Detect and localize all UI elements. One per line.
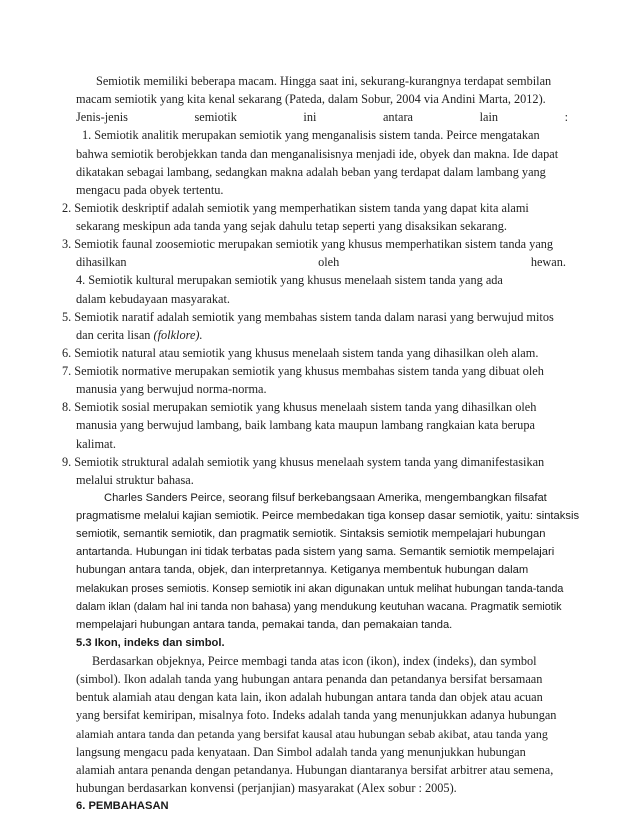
list-item-8-line-2: manusia yang berwujud lambang, baik lambang kata maupun lambang rangkaian kata berupa (76, 418, 535, 433)
list-item-1-line-1: 1. Semiotik analitik merupakan semiotik yang menganalisis sistem tanda. Peirce mengatakan (82, 128, 540, 143)
peirce-line-3: semiotik, semantik semiotik, dan pragmatik semiotik. Sintaksis semiotik mempelajari hubungan (76, 528, 546, 541)
list-item-4-line-1: 4. Semiotik kultural merupakan semiotik yang khusus menelaah sistem tanda yang ada (76, 273, 503, 288)
next-section-heading: 6. PEMBAHASAN (76, 800, 169, 813)
list-item-7-line-1: 7. Semiotik normative merupakan semiotik yang khusus membahas sistem tanda yang dibuat oleh (62, 364, 544, 379)
list-item-1-line-2: bahwa semiotik berobjekkan tanda dan menganalisisnya menjadi ide, obyek dan makna. Ide dapat (76, 146, 559, 161)
list-item-2-line-2: sekarang meskipun ada tanda yang sejak dahulu tetap seperti yang disaksikan sekarang. (76, 219, 507, 234)
list-item-2-line-1: 2. Semiotik deskriptif adalah semiotik yang memperhatikan sistem tanda yang dapat kita alami (62, 200, 529, 215)
section-line-8: hubungan berdasarkan konvensi (perjanjian) masyarakat (Alex sobur : 2005). (76, 781, 457, 795)
peirce-line-2: pragmatisme melalui kajian semiotik. Peirce membedakan tiga konsep dasar semiotik, yaitu: sintaksis (76, 510, 580, 523)
list-item-6-line-1: 6. Semiotik natural atau semiotik yang khusus menelaah sistem tanda yang dihasilkan oleh alam. (62, 345, 539, 360)
section-line-2: (simbol). Ikon adalah tanda yang hubungan antara penanda dan petandanya bersifat bersamaan (76, 672, 543, 687)
peirce-line-4: antartanda. Hubungan ini tidak terbatas pada sistem yang sama. Semantik semiotik mempelajari (76, 546, 555, 559)
peirce-line-6: melakukan proses semiotis. Konsep semiotik ini akan digunakan untuk melihat hubungan tanda-tanda (76, 582, 564, 595)
peirce-line-5: hubungan antara tanda, objek, dan interpretannya. Ketiganya membentuk hubungan dalam (76, 564, 529, 577)
list-item-5-line-2 (76, 327, 203, 344)
list-item-4-line-2: dalam kebudayaan masyarakat. (76, 291, 230, 306)
list-item-8-line-3: kalimat. (76, 436, 116, 451)
list-item-9-line-1: 9. Semiotik struktural adalah semiotik yang khusus menelaah system tanda yang dimanifestasikan (62, 454, 545, 469)
intro-line-3: Jenis-jenis semiotik ini antara lain : (76, 110, 568, 125)
intro-line-2: macam semiotik yang kita kenal sekarang (Pateda, dalam Sobur, 2004 via Andini Marta, 2012). (76, 92, 546, 107)
list-item-9-line-2: melalui struktur bahasa. (76, 472, 194, 487)
section-line-7: alamiah antara penanda dengan petandanya. Hubungan diantaranya bersifat arbitrer atau semena, (76, 762, 554, 777)
list-item-5-line-1: 5. Semiotik naratif adalah semiotik yang membahas sistem tanda dalam narasi yang berwujud mitos (62, 309, 554, 324)
list-item-8-line-1: 8. Semiotik sosial merupakan semiotik yang khusus menelaah sistem tanda yang dihasilkan oleh (62, 400, 537, 415)
list-item-3-line-1: 3. Semiotik faunal zoosemiotic merupakan semiotik yang khusus memperhatikan sistem tanda yang (62, 237, 554, 252)
section-line-3: bentuk alamiah atau dengan kata lain, ikon adalah hubungan antara tanda dan objek atau acuan (76, 690, 543, 705)
section-heading: 5.3 Ikon, indeks dan simbol. (76, 636, 225, 649)
intro-line-1: Semiotik memiliki beberapa macam. Hingga saat ini, sekurang-kurangnya terdapat sembilan (96, 74, 552, 88)
list-item-1-line-3: dikatakan sebagai lambang, sedangkan makna adalah beban yang terdapat dalam lambang yang (76, 164, 546, 179)
peirce-line-7: dalam iklan (dalam hal ini tanda non bahasa) yang mendukung keutuhan wacana. Pragmatik semiotik (76, 600, 562, 613)
section-line-6: langsung mengacu pada kenyataan. Dan Simbol adalah tanda yang menunjukkan hubungan (76, 744, 526, 759)
peirce-line-8: mempelajari hubungan antara tanda, pemakai tanda, dan pemakaian tanda. (76, 618, 453, 631)
list-item-3-line-2: dihasilkan oleh hewan. (76, 255, 566, 270)
peirce-line-1: Charles Sanders Peirce, seorang filsuf berkebangsaan Amerika, mengembangkan filsafat (104, 491, 547, 504)
list-item-1-line-4: mengacu pada obyek tertentu. (76, 182, 224, 197)
list-item-5-italic: (folklore). (153, 327, 203, 342)
list-item-5-text: dan cerita lisan (76, 327, 151, 342)
section-line-5: alamiah antara tanda dan petanda yang bersifat kausal atau hubungan sebab akibat, atau tanda yang (76, 726, 548, 741)
section-line-1: Berdasarkan objeknya, Peirce membagi tanda atas icon (ikon), index (indeks), dan symbol (92, 654, 537, 669)
list-item-7-line-2: manusia yang berwujud norma-norma. (76, 382, 267, 397)
section-line-4: yang bersifat kemiripan, misalnya foto. Indeks adalah tanda yang menunjukkan adanya hubungan (76, 708, 557, 723)
